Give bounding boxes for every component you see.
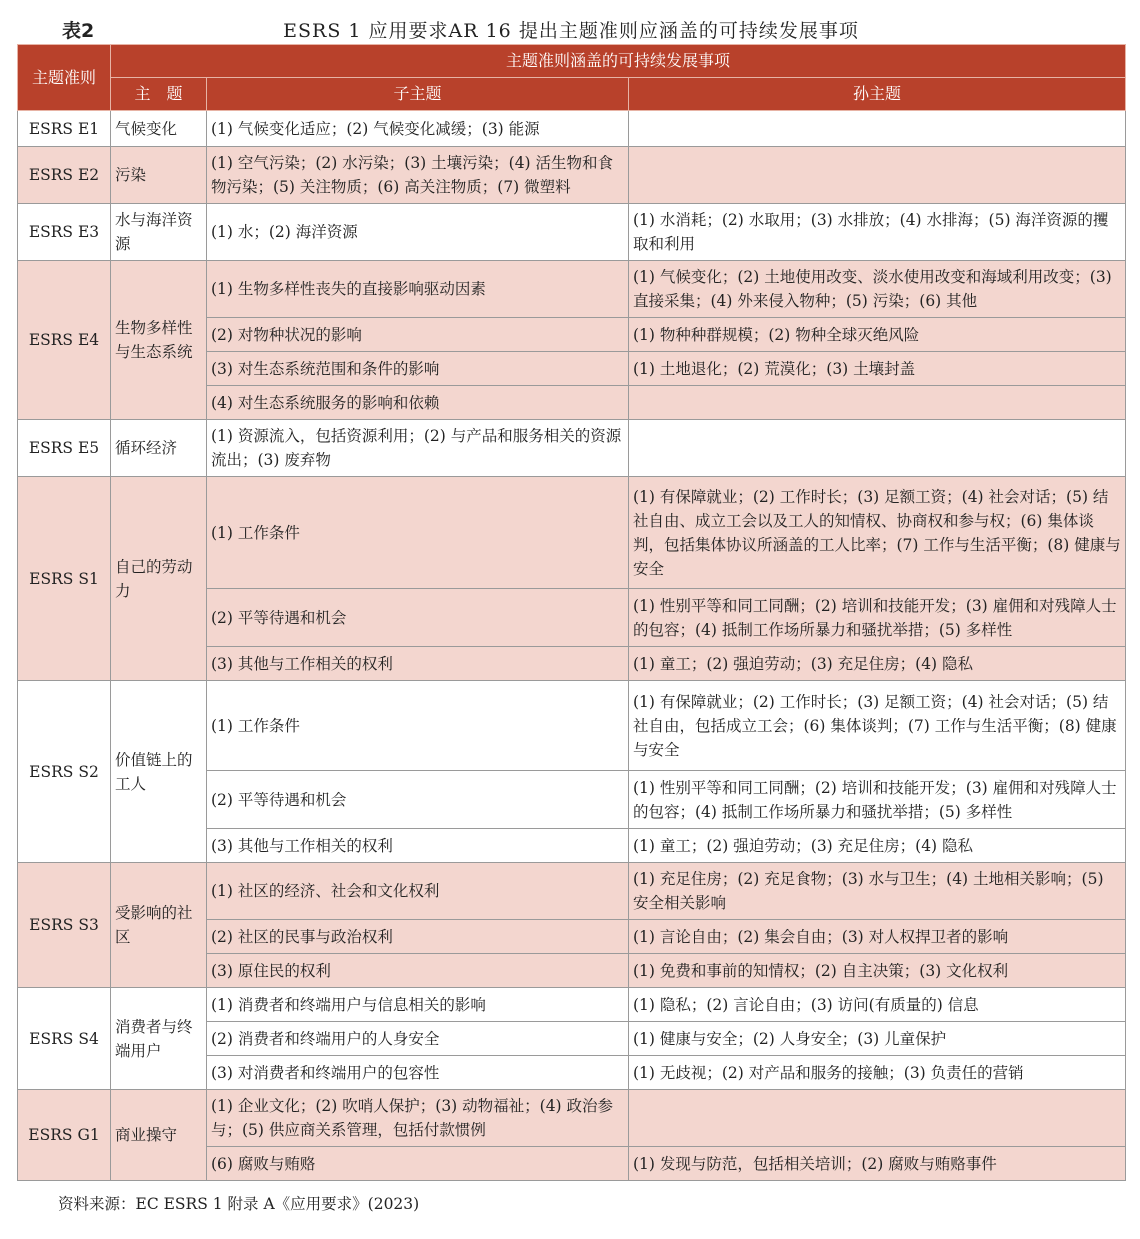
subtopic-cell: (2) 平等待遇和机会 <box>207 771 629 829</box>
subtopic-cell: (2) 消费者和终端用户的人身安全 <box>207 1022 629 1056</box>
topic-cell: 水与海洋资源 <box>111 204 207 261</box>
subsubtopic-cell: (1) 土地退化；(2) 荒漠化；(3) 土壤封盖 <box>629 352 1126 386</box>
subsubtopic-cell: (1) 有保障就业；(2) 工作时长；(3) 足额工资；(4) 社会对话；(5) 结社自由、成立工会以及工人的知情权、协商权和参与权；(6) 集体谈判，包括集体协议所涵盖的工人比率；(7) 工作与生活平衡；(8) 健康与安全 <box>629 477 1126 589</box>
subtopic-cell: (1) 企业文化；(2) 吹哨人保护；(3) 动物福祉；(4) 政治参与；(5) 供应商关系管理，包括付款惯例 <box>207 1090 629 1147</box>
subtopic-cell: (3) 对消费者和终端用户的包容性 <box>207 1056 629 1090</box>
table-row <box>18 261 1126 318</box>
table-body <box>18 111 1126 1181</box>
subtopic-cell: (6) 腐败与贿赂 <box>207 1147 629 1181</box>
table-row <box>18 988 1126 1022</box>
subsubtopic-cell: (1) 言论自由；(2) 集会自由；(3) 对人权捍卫者的影响 <box>629 920 1126 954</box>
standard-cell: ESRS S3 <box>18 863 111 988</box>
table-row <box>18 147 1126 204</box>
subsubtopic-cell <box>629 1090 1126 1147</box>
standard-cell: ESRS G1 <box>18 1090 111 1181</box>
subtopic-cell: (2) 对物种状况的影响 <box>207 318 629 352</box>
table-caption <box>18 14 1124 46</box>
subsubtopic-cell: (1) 发现与防范，包括相关培训；(2) 腐败与贿赂事件 <box>629 1147 1126 1181</box>
subtopic-cell: (2) 社区的民事与政治权利 <box>207 920 629 954</box>
subtopic-cell: (1) 气候变化适应；(2) 气候变化减缓；(3) 能源 <box>207 111 629 147</box>
subsubtopic-cell: (1) 物种种群规模；(2) 物种全球灭绝风险 <box>629 318 1126 352</box>
subtopic-cell: (1) 空气污染；(2) 水污染；(3) 土壤污染；(4) 活生物和食物污染；(5) 关注物质；(6) 高关注物质；(7) 微塑料 <box>207 147 629 204</box>
standard-cell: ESRS E4 <box>18 261 111 420</box>
standard-cell: ESRS S1 <box>18 477 111 681</box>
header-subtopic: 子主题 <box>207 78 629 111</box>
subsubtopic-cell: (1) 性别平等和同工同酬；(2) 培训和技能开发；(3) 雇佣和对残障人士的包容；(4) 抵制工作场所暴力和骚扰举措；(5) 多样性 <box>629 771 1126 829</box>
header-group: 主题准则涵盖的可持续发展事项 <box>111 45 1126 78</box>
table-title: ESRS 1 应用要求AR 16 提出主题准则应涵盖的可持续发展事项 <box>283 20 859 42</box>
subtopic-cell: (1) 社区的经济、社会和文化权利 <box>207 863 629 920</box>
standard-cell: ESRS E2 <box>18 147 111 204</box>
standard-cell: ESRS S4 <box>18 988 111 1090</box>
topic-cell: 价值链上的工人 <box>111 681 207 863</box>
table-row <box>18 863 1126 920</box>
subtopic-cell: (2) 平等待遇和机会 <box>207 589 629 647</box>
subsubtopic-cell: (1) 童工；(2) 强迫劳动；(3) 充足住房；(4) 隐私 <box>629 647 1126 681</box>
topic-cell: 循环经济 <box>111 420 207 477</box>
esrs-topics-table <box>17 44 1126 1181</box>
standard-cell: ESRS E3 <box>18 204 111 261</box>
subtopic-cell: (3) 原住民的权利 <box>207 954 629 988</box>
table-row <box>18 477 1126 589</box>
topic-cell: 受影响的社区 <box>111 863 207 988</box>
subtopic-cell: (3) 对生态系统范围和条件的影响 <box>207 352 629 386</box>
subsubtopic-cell: (1) 隐私；(2) 言论自由；(3) 访问(有质量的) 信息 <box>629 988 1126 1022</box>
table-row <box>18 420 1126 477</box>
subtopic-cell: (4) 对生态系统服务的影响和依赖 <box>207 386 629 420</box>
standard-cell: ESRS E5 <box>18 420 111 477</box>
subsubtopic-cell: (1) 免费和事前的知情权；(2) 自主决策；(3) 文化权利 <box>629 954 1126 988</box>
topic-cell: 消费者与终端用户 <box>111 988 207 1090</box>
subsubtopic-cell: (1) 气候变化；(2) 土地使用改变、淡水使用改变和海域利用改变；(3) 直接采集；(4) 外来侵入物种；(5) 污染；(6) 其他 <box>629 261 1126 318</box>
subsubtopic-cell: (1) 水消耗；(2) 水取用；(3) 水排放；(4) 水排海；(5) 海洋资源的攫取和利用 <box>629 204 1126 261</box>
table-row <box>18 111 1126 147</box>
header-topic: 主 题 <box>111 78 207 111</box>
subtopic-cell: (1) 消费者和终端用户与信息相关的影响 <box>207 988 629 1022</box>
subsubtopic-cell: (1) 健康与安全；(2) 人身安全；(3) 儿童保护 <box>629 1022 1126 1056</box>
subsubtopic-cell <box>629 111 1126 147</box>
subtopic-cell: (1) 工作条件 <box>207 681 629 771</box>
subsubtopic-cell: (1) 无歧视；(2) 对产品和服务的接触；(3) 负责任的营销 <box>629 1056 1126 1090</box>
standard-cell: ESRS S2 <box>18 681 111 863</box>
subsubtopic-cell <box>629 420 1126 477</box>
subsubtopic-cell: (1) 童工；(2) 强迫劳动；(3) 充足住房；(4) 隐私 <box>629 829 1126 863</box>
topic-cell: 生物多样性与生态系统 <box>111 261 207 420</box>
topic-cell: 商业操守 <box>111 1090 207 1181</box>
topic-cell: 气候变化 <box>111 111 207 147</box>
standard-cell: ESRS E1 <box>18 111 111 147</box>
header-subsubtopic: 孙主题 <box>629 78 1126 111</box>
subtopic-cell: (3) 其他与工作相关的权利 <box>207 829 629 863</box>
subtopic-cell: (3) 其他与工作相关的权利 <box>207 647 629 681</box>
subtopic-cell: (1) 生物多样性丧失的直接影响驱动因素 <box>207 261 629 318</box>
topic-cell: 自己的劳动力 <box>111 477 207 681</box>
subsubtopic-cell <box>629 386 1126 420</box>
topic-cell: 污染 <box>111 147 207 204</box>
header-standard: 主题准则 <box>18 45 111 111</box>
table-row <box>18 1090 1126 1147</box>
subtopic-cell: (1) 资源流入，包括资源利用；(2) 与产品和服务相关的资源流出；(3) 废弃物 <box>207 420 629 477</box>
subsubtopic-cell <box>629 147 1126 204</box>
table-row <box>18 681 1126 771</box>
table-number: 表2 <box>62 20 95 42</box>
table-row <box>18 204 1126 261</box>
source-note: 资料来源：EC ESRS 1 附录 A《应用要求》(2023) <box>58 1195 420 1213</box>
subsubtopic-cell: (1) 充足住房；(2) 充足食物；(3) 水与卫生；(4) 土地相关影响；(5) 安全相关影响 <box>629 863 1126 920</box>
subsubtopic-cell: (1) 性别平等和同工同酬；(2) 培训和技能开发；(3) 雇佣和对残障人士的包容；(4) 抵制工作场所暴力和骚扰举措；(5) 多样性 <box>629 589 1126 647</box>
subsubtopic-cell: (1) 有保障就业；(2) 工作时长；(3) 足额工资；(4) 社会对话；(5) 结社自由，包括成立工会；(6) 集体谈判；(7) 工作与生活平衡；(8) 健康与安全 <box>629 681 1126 771</box>
subtopic-cell: (1) 水；(2) 海洋资源 <box>207 204 629 261</box>
subtopic-cell: (1) 工作条件 <box>207 477 629 589</box>
